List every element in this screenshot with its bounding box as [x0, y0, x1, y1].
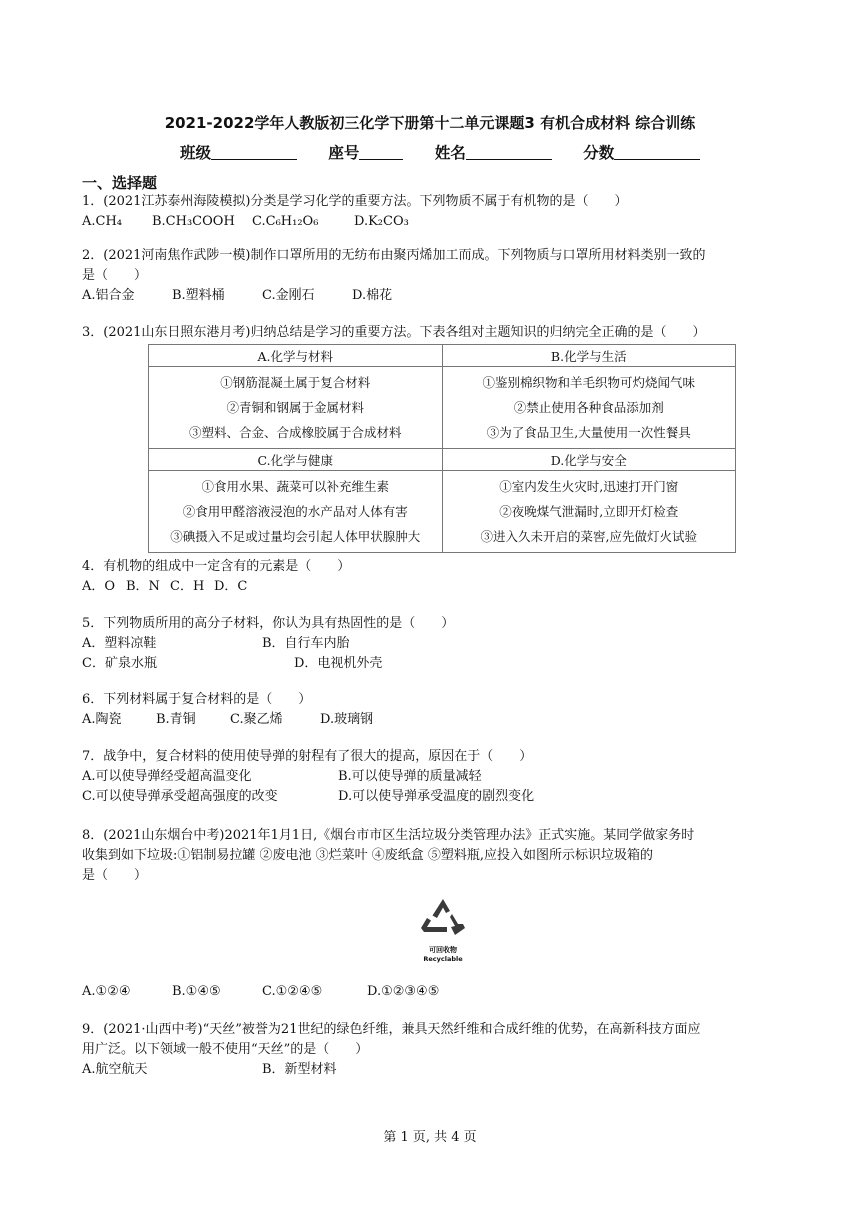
- question-4-options: [82, 577, 804, 597]
- q7-option-a: A.可以使导弹经受超高温变化: [82, 769, 252, 784]
- seat-blank[interactable]: [359, 145, 403, 160]
- question-6: [82, 690, 804, 730]
- q6-option-c: C.聚乙烯: [230, 712, 283, 727]
- question-1-stem: 1．(2021江苏泰州海陵模拟)分类是学习化学的重要方法。下列物质不属于有机物的是（ ）: [82, 194, 628, 209]
- seat-field[interactable]: [328, 141, 403, 163]
- q1-option-c: C.C₆H₁₂O₆: [252, 214, 319, 229]
- recycle-icon: [419, 897, 467, 937]
- sign-label-en: Recyclable: [423, 955, 463, 963]
- question-2-options: [82, 286, 804, 306]
- b-item-1: ①鉴别棉织物和羊毛织物可灼烧闻气味: [482, 375, 695, 390]
- q4-option-b: B．N: [126, 579, 160, 594]
- q9-option-b: B．新型材料: [262, 1062, 337, 1077]
- q1-option-d: D.K₂CO₃: [354, 214, 409, 229]
- question-9-stem-line1: 9．(2021·山西中考)“天丝”被誉为21世纪的绿色纤维，兼具天然纤维和合成纤维的优势，在高新科技方面应: [82, 1022, 701, 1037]
- q8-option-d: D.①②③④⑤: [367, 984, 440, 999]
- c-item-2: ②食用甲醛溶液浸泡的水产品对人体有害: [182, 504, 408, 519]
- q5-option-b: B．自行车内胎: [262, 636, 350, 651]
- table-head-b: B.化学与生活: [442, 345, 736, 367]
- question-4: [82, 557, 804, 597]
- page-footer: 第 1 页, 共 4 页: [383, 1130, 477, 1145]
- name-blank[interactable]: [466, 145, 552, 160]
- table-head-c: C.化学与健康: [149, 449, 443, 471]
- question-2: [82, 246, 804, 306]
- q4-option-a: A．O: [82, 579, 116, 594]
- q1-option-b: B.CH₃COOH: [152, 214, 235, 229]
- question-9: [82, 1020, 804, 1080]
- question-8: [82, 826, 804, 886]
- b-item-2: ②禁止使用各种食品添加剂: [513, 400, 664, 415]
- question-8-stem-line1: 8．(2021山东烟台中考)2021年1月1日,《烟台市市区生活垃圾分类管理办法》正式实施。某同学做家务时: [82, 828, 695, 843]
- table-cell-d: [442, 471, 736, 553]
- q8-option-a: A.①②④: [82, 984, 131, 999]
- question-5-stem: 5．下列物质所用的高分子材料，你认为具有热固性的是（ ）: [82, 616, 455, 631]
- q9-option-a: A.航空航天: [82, 1062, 148, 1077]
- question-2-stem-line2: 是（ ）: [82, 268, 148, 283]
- q2-option-c: C.金刚石: [262, 288, 315, 303]
- name-label: 姓名: [434, 144, 466, 162]
- score-blank[interactable]: [614, 145, 700, 160]
- q2-option-a: A.铝合金: [82, 288, 135, 303]
- d-item-2: ②夜晚煤气泄漏时,立即开灯检查: [499, 504, 679, 519]
- table-head-a: A.化学与材料: [149, 345, 443, 367]
- score-field[interactable]: [583, 141, 700, 163]
- q8-option-b: B.①④⑤: [172, 984, 221, 999]
- d-item-1: ①室内发生火灾时,迅速打开门窗: [499, 479, 679, 494]
- q4-option-d: D．C: [214, 579, 248, 594]
- question-7-options-row1: [82, 767, 804, 787]
- question-7-stem: 7．战争中，复合材料的使用使导弹的射程有了很大的提高，原因在于（ ）: [82, 749, 533, 764]
- question-9-stem-line2: 用广泛。以下领域一般不使用“天丝”的是（ ）: [82, 1042, 369, 1057]
- exam-title: 2021-2022学年人教版初三化学下册第十二单元课题3 有机合成材料 综合训练: [164, 114, 696, 132]
- q5-option-a: A．塑料凉鞋: [82, 636, 157, 651]
- knowledge-table: [148, 344, 736, 553]
- question-1-options: [82, 212, 804, 232]
- question-8-stem-line3: 是（ ）: [82, 868, 148, 883]
- q5-option-d: D．电视机外壳: [294, 656, 383, 671]
- question-5-options-row2: [82, 654, 804, 674]
- question-9-options: [82, 1060, 804, 1080]
- question-3-stem: 3．(2021山东日照东港月考)归纳总结是学习的重要方法。下表各组对主题知识的归纳完全正确的是（ ）: [82, 325, 706, 340]
- question-6-stem: 6．下列材料属于复合材料的是（ ）: [82, 692, 312, 707]
- c-item-3: ③碘摄入不足或过量均会引起人体甲状腺肿大: [170, 529, 421, 544]
- q7-option-c: C.可以使导弹承受超高强度的改变: [82, 789, 278, 804]
- table-cell-b: [442, 367, 736, 449]
- question-7-options-row2: [82, 787, 804, 807]
- q7-option-d: D.可以使导弹承受温度的剧烈变化: [338, 789, 535, 804]
- section-heading: 一、选择题: [82, 174, 158, 192]
- d-item-3: ③进入久未开启的菜窖,应先做灯火试验: [480, 529, 697, 544]
- a-item-2: ②青铜和钢属于金属材料: [226, 400, 364, 415]
- q2-option-d: D.棉花: [352, 288, 393, 303]
- b-item-3: ③为了食品卫生,大量使用一次性餐具: [486, 425, 691, 440]
- question-8-options: [82, 982, 804, 1002]
- question-5-options-row1: [82, 634, 804, 654]
- c-item-1: ①食用水果、蔬菜可以补充维生素: [201, 479, 389, 494]
- table-cell-c: [149, 471, 443, 553]
- name-field[interactable]: [435, 141, 552, 163]
- class-blank[interactable]: [211, 145, 297, 160]
- class-label: 班级: [180, 144, 212, 162]
- question-5: [82, 614, 804, 674]
- q5-option-c: C．矿泉水瓶: [82, 656, 157, 671]
- question-3: [82, 323, 804, 343]
- a-item-3: ③塑料、合金、合成橡胶属于合成材料: [188, 425, 402, 440]
- q6-option-a: A.陶瓷: [82, 712, 122, 727]
- q8-option-c: C.①②④⑤: [262, 984, 323, 999]
- question-2-stem-line1: 2．(2021河南焦作武陟一模)制作口罩所用的无纺布由聚丙烯加工而成。下列物质与口罩所用材料类别一致的: [82, 248, 706, 263]
- question-7: [82, 747, 804, 807]
- student-info-row: [180, 141, 740, 163]
- q4-option-c: C．H: [170, 579, 205, 594]
- question-1: [82, 192, 804, 232]
- q7-option-b: B.可以使导弹的质量减轻: [338, 769, 482, 784]
- a-item-1: ①钢筋混凝土属于复合材料: [220, 375, 371, 390]
- q1-option-a: A.CH₄: [82, 214, 123, 229]
- recyclable-sign: [417, 897, 469, 963]
- question-6-options: [82, 710, 804, 730]
- score-label: 分数: [583, 144, 615, 162]
- table-cell-a: [149, 367, 443, 449]
- q6-option-b: B.青铜: [156, 712, 196, 727]
- seat-label: 座号: [328, 144, 360, 162]
- class-field[interactable]: [180, 141, 297, 163]
- question-8-stem-line2: 收集到如下垃圾:①铝制易拉罐 ②废电池 ③烂菜叶 ④废纸盒 ⑤塑料瓶,应投入如图所示标识垃圾箱的: [82, 848, 654, 863]
- table-head-d: D.化学与安全: [442, 449, 736, 471]
- q6-option-d: D.玻璃钢: [320, 712, 374, 727]
- sign-label-cn: 可回收物: [429, 946, 457, 954]
- q2-option-b: B.塑料桶: [172, 288, 225, 303]
- question-4-stem: 4．有机物的组成中一定含有的元素是（ ）: [82, 559, 351, 574]
